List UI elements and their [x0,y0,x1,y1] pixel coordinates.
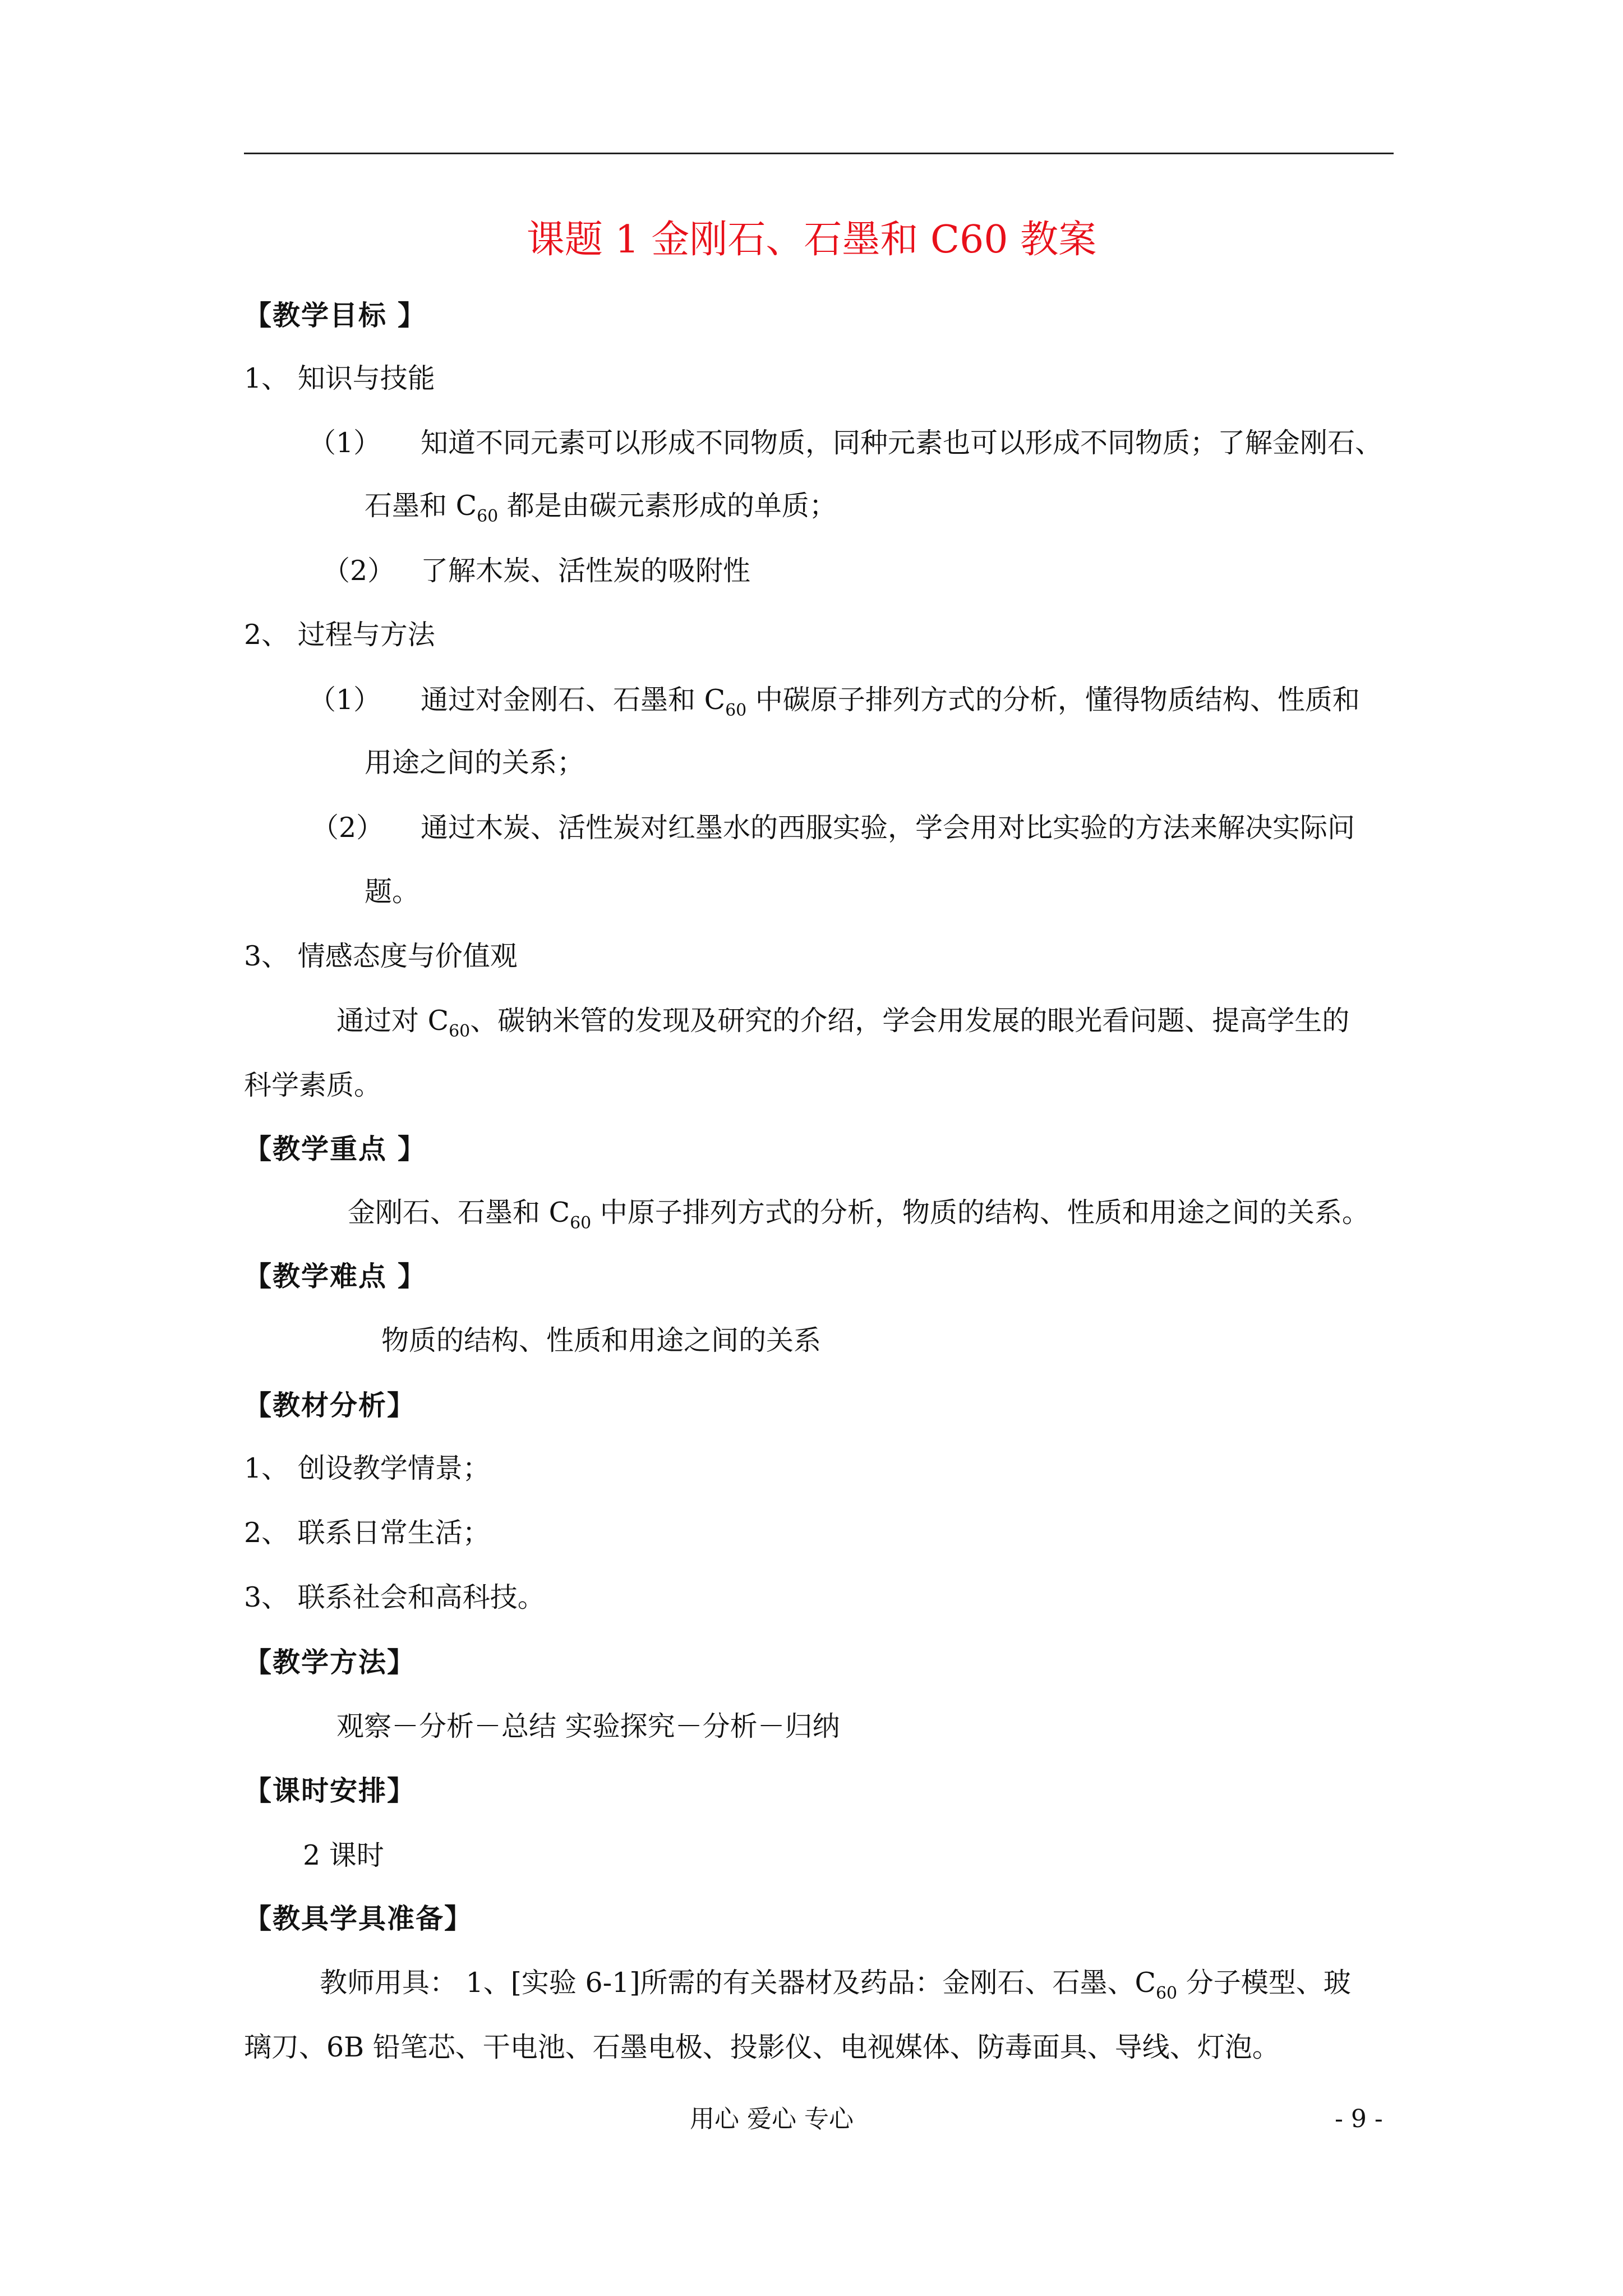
key-points-text: 金刚石、石墨和 $C_{60}$ 中原子排列方式的分析，物质的结构、性质和用途之间的关系。 [348,1197,1370,1233]
goal-3-line-1: 通过对 $C_{60}$、碳钠米管的发现及研究的介绍，学会用发展的眼光看问题、提高学生的 [336,1005,1350,1041]
goal-2-2-line-1: 通过木炭、活性炭对红墨水的西服实验，学会用对比实验的方法来解决实际问 [421,812,1355,844]
document-title: 课题 1 金刚石、石墨和 C60 教案 [526,218,1097,262]
goal-2-2-line-2: 题。 [365,876,420,908]
heading-difficulties: 【教学难点 】 [244,1260,427,1292]
heading-schedule: 【课时安排】 [244,1774,416,1807]
item-number: （1） [308,427,381,459]
analysis-item-1: 1、 创设教学情景； [244,1452,490,1484]
goal-2-1-line-1: 通过对金刚石、石墨和 $C_{60}$ 中碳原子排列方式的分析，懂得物质结构、性质和 [421,684,1360,720]
analysis-item-2: 2、 联系日常生活； [244,1517,490,1549]
footer-motto: 用心 爱心 专心 [690,2105,854,2133]
goal-2-1-line-2: 用途之间的关系； [365,747,585,779]
analysis-item-3: 3、 联系社会和高科技。 [244,1581,545,1613]
section-3-attitude-values: 3、 情感态度与价值观 [244,940,518,972]
heading-teaching-method: 【教学方法】 [244,1646,416,1678]
item-number: （2） [322,555,395,587]
goal-3-line-2: 科学素质。 [244,1069,382,1101]
section-2-process-method: 2、 过程与方法 [244,619,435,651]
goal-1-1-line-1: 知道不同元素可以形成不同物质，同种元素也可以形成不同物质；了解金刚石、 [421,427,1383,459]
item-number: （2） [311,812,384,844]
heading-teaching-goals: 【教学目标 】 [244,299,427,332]
section-1-knowledge-skills: 1、 知识与技能 [244,362,435,394]
page-number: - 9 - [1335,2105,1383,2133]
heading-key-points: 【教学重点 】 [244,1133,427,1165]
goal-1-2: 了解木炭、活性炭的吸附性 [421,555,751,587]
goal-1-1-line-2: 石墨和 $C_{60}$ 都是由碳元素形成的单质； [365,490,837,526]
difficulties-text: 物质的结构、性质和用途之间的关系 [381,1324,822,1356]
teaching-method-text: 观察－分析－总结 实验探究－分析－归纳 [336,1710,840,1742]
heading-material-analysis: 【教材分析】 [244,1389,416,1421]
item-number: （1） [308,684,381,716]
heading-teaching-tools: 【教具学具准备】 [244,1902,473,1935]
tools-line-2: 璃刀、6B 铅笔芯、干电池、石墨电极、投影仪、电视媒体、防毒面具、导线、灯泡。 [244,2031,1280,2063]
schedule-text: 2 课时 [303,1839,384,1871]
header-rule [244,153,1394,154]
tools-line-1: 教师用具： 1、[实验 6-1]所需的有关器材及药品：金刚石、石墨、$C_{60}$ 分子模型、玻 [320,1967,1351,2003]
